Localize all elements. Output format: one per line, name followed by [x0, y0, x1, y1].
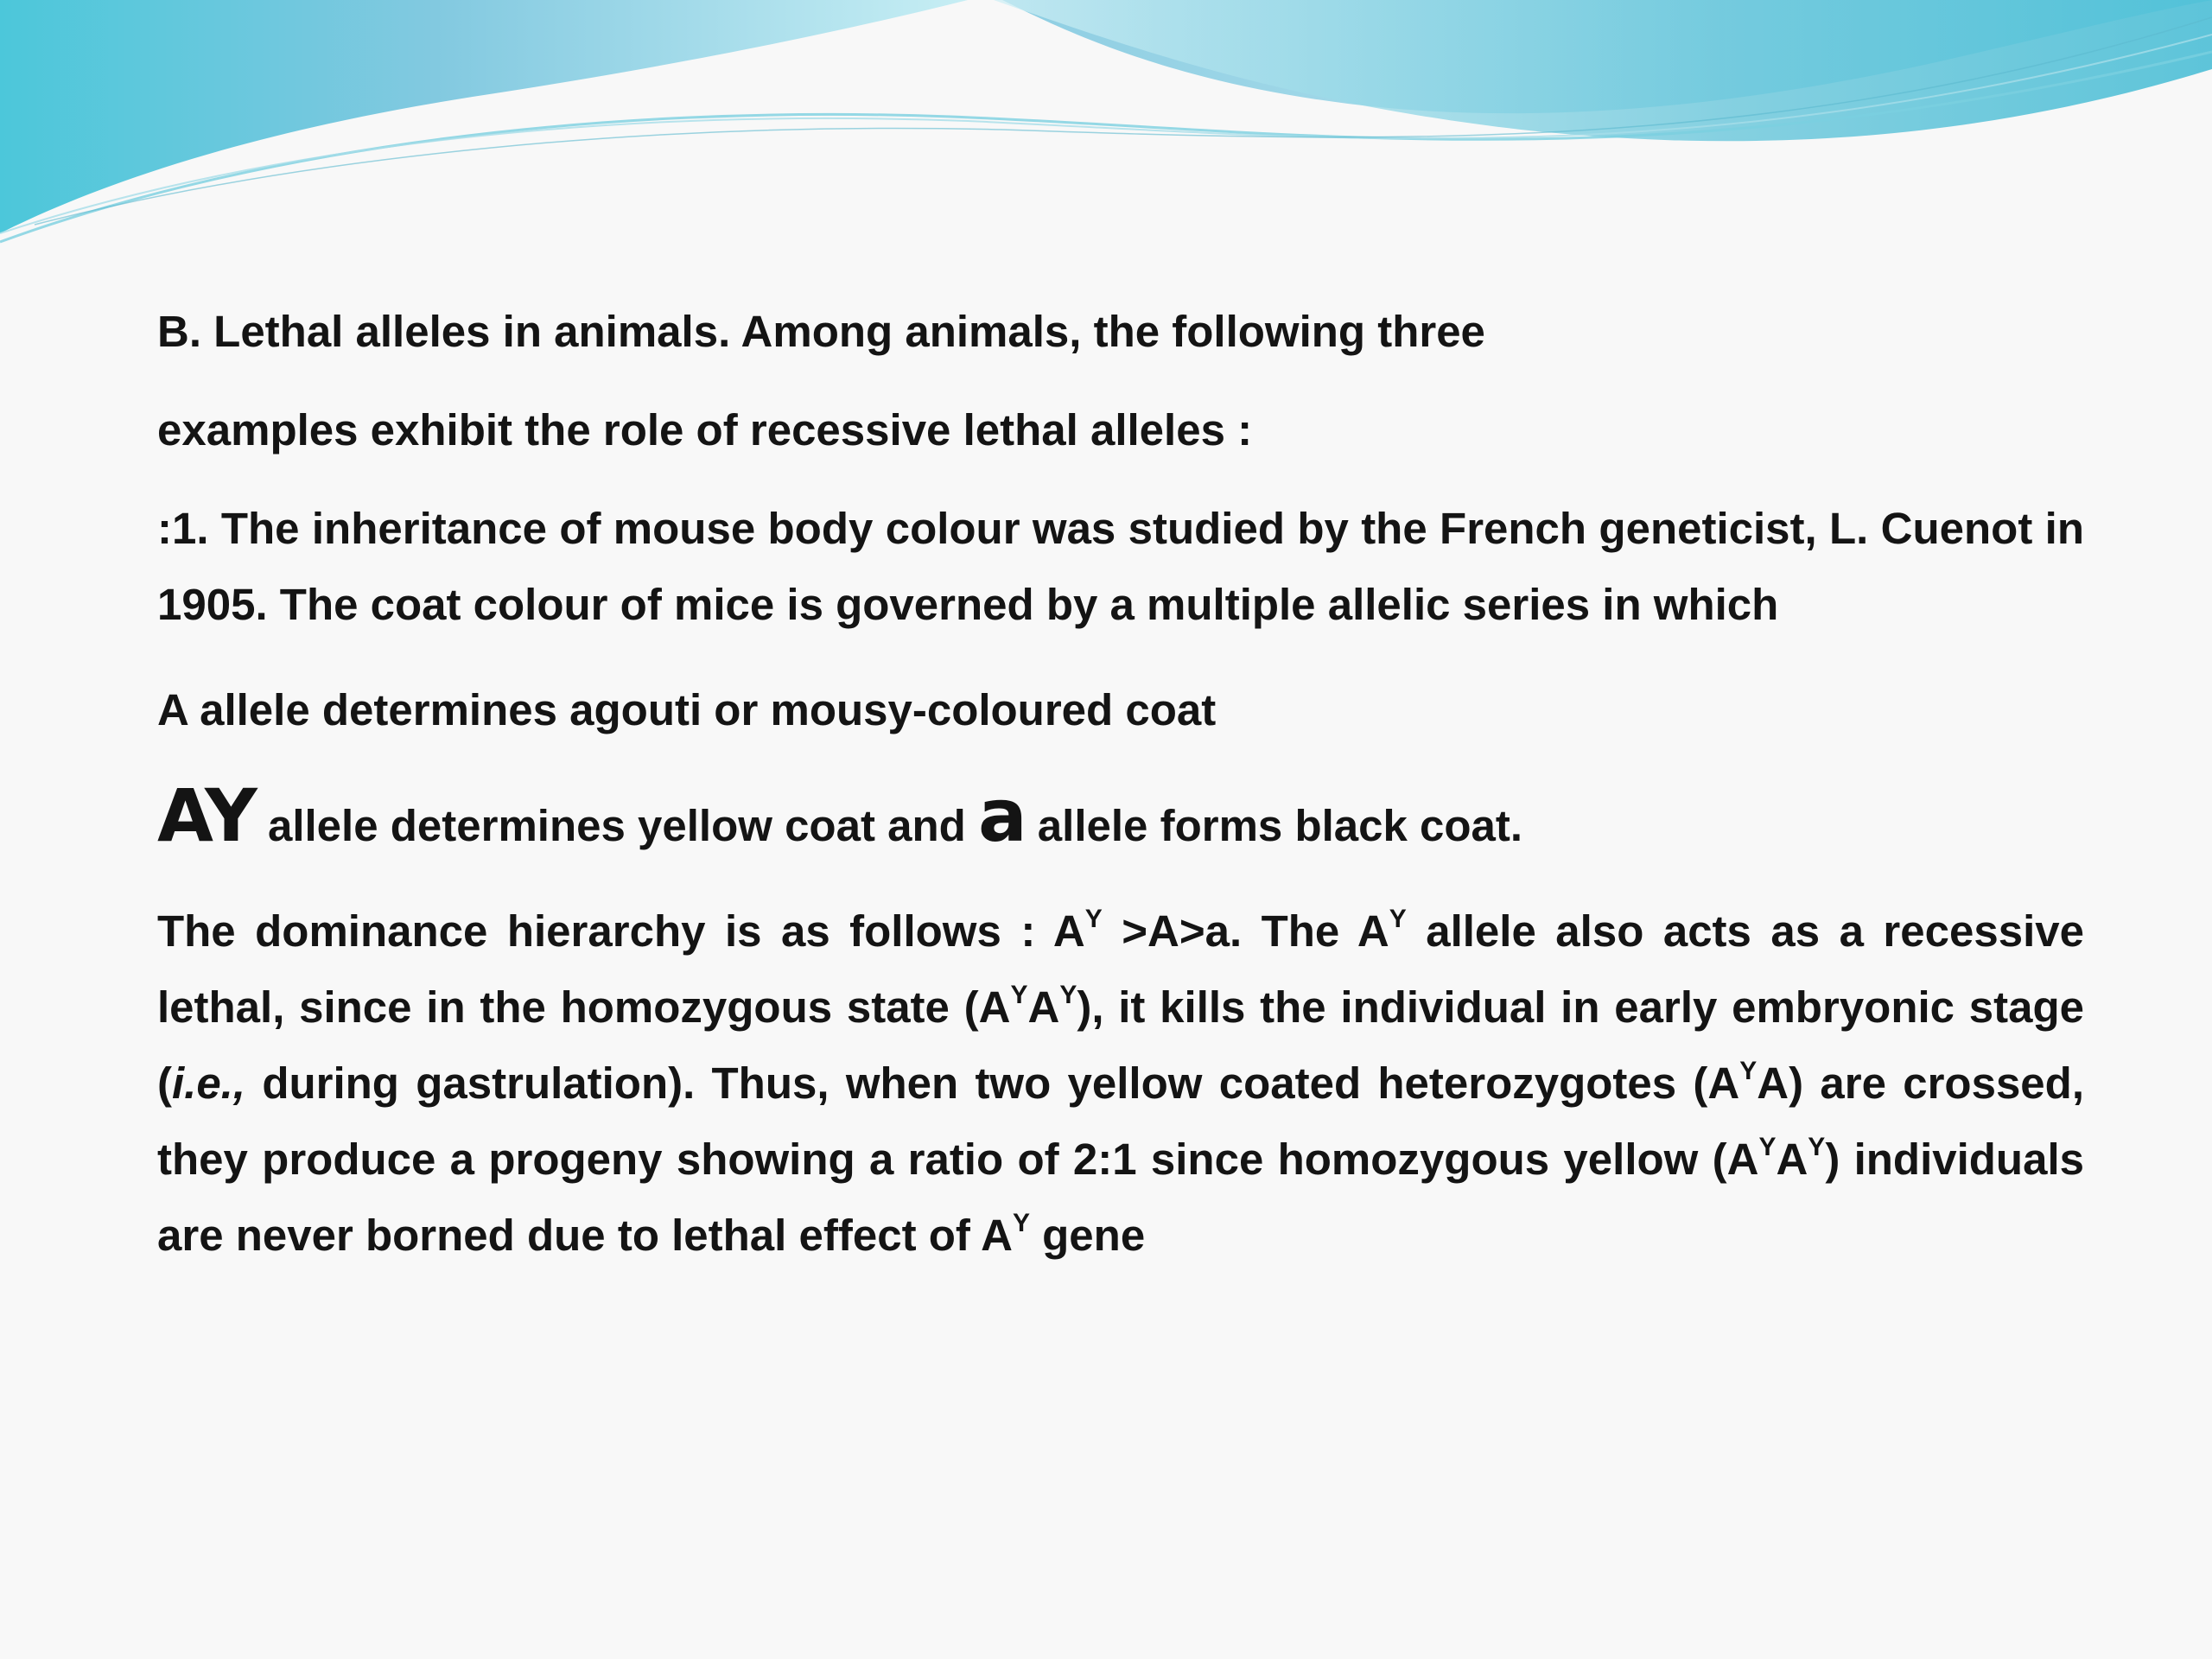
superscript-y: Y [1739, 1057, 1758, 1085]
text-segment: allele forms black coat. [1025, 801, 1523, 850]
paragraph-dominance [157, 893, 2084, 1274]
header-wave-decoration [0, 0, 2212, 259]
superscript-y: Y [1010, 981, 1028, 1009]
text-segment: The dominance hierarchy is as follows : A [157, 906, 1085, 956]
allele-ay-large: AY [157, 773, 256, 858]
text-segment: A) are crossed, they produce a progeny showing a ratio of 2:1 since homozygous yellow (A [157, 1058, 2084, 1184]
superscript-y: Y [1059, 981, 1077, 1009]
heading-line-2: examples exhibit the role of recessive lethal alleles : [157, 405, 1253, 454]
heading-line-1: B. Lethal alleles in animals. Among animals, the following three [157, 307, 1485, 356]
text-segment: ) individuals are never borned due to lethal effect of A [157, 1135, 2084, 1260]
text-segment: during gastrulation). Thus, when two yellow coated heterozygotes (A [245, 1058, 1740, 1108]
superscript-y: Y [1012, 1209, 1030, 1237]
allele-a-large: a [977, 773, 1026, 858]
italic-ie: i.e., [171, 1058, 246, 1108]
text-segment: A [1027, 982, 1060, 1032]
paragraph-agouti: A allele determines agouti or mousy-coloured coat [157, 685, 1217, 734]
text-segment: allele determines yellow coat and [255, 801, 978, 850]
superscript-y: Y [1808, 1133, 1826, 1161]
superscript-y: Y [1758, 1133, 1777, 1161]
paragraph-inheritance: :1. The inheritance of mouse body colour was studied by the French geneticist, L. Cuenot in 1905. The coat colour of mice is governed by a multiple allelic series in which [157, 504, 2084, 629]
superscript-y: Y [1389, 905, 1407, 933]
text-segment: >A>a. The A [1102, 906, 1389, 956]
text-segment: gene [1029, 1211, 1146, 1260]
slide-body [157, 294, 2084, 1303]
text-segment: A [1776, 1135, 1808, 1184]
superscript-y: Y [1084, 905, 1103, 933]
text-segment: ), it kills the individual in early embryonic stage ( [157, 982, 2084, 1108]
paragraph-yellow-black [157, 773, 2084, 864]
text-segment: allele also acts as a recessive lethal, since in the homozygous state (A [157, 906, 2084, 1032]
